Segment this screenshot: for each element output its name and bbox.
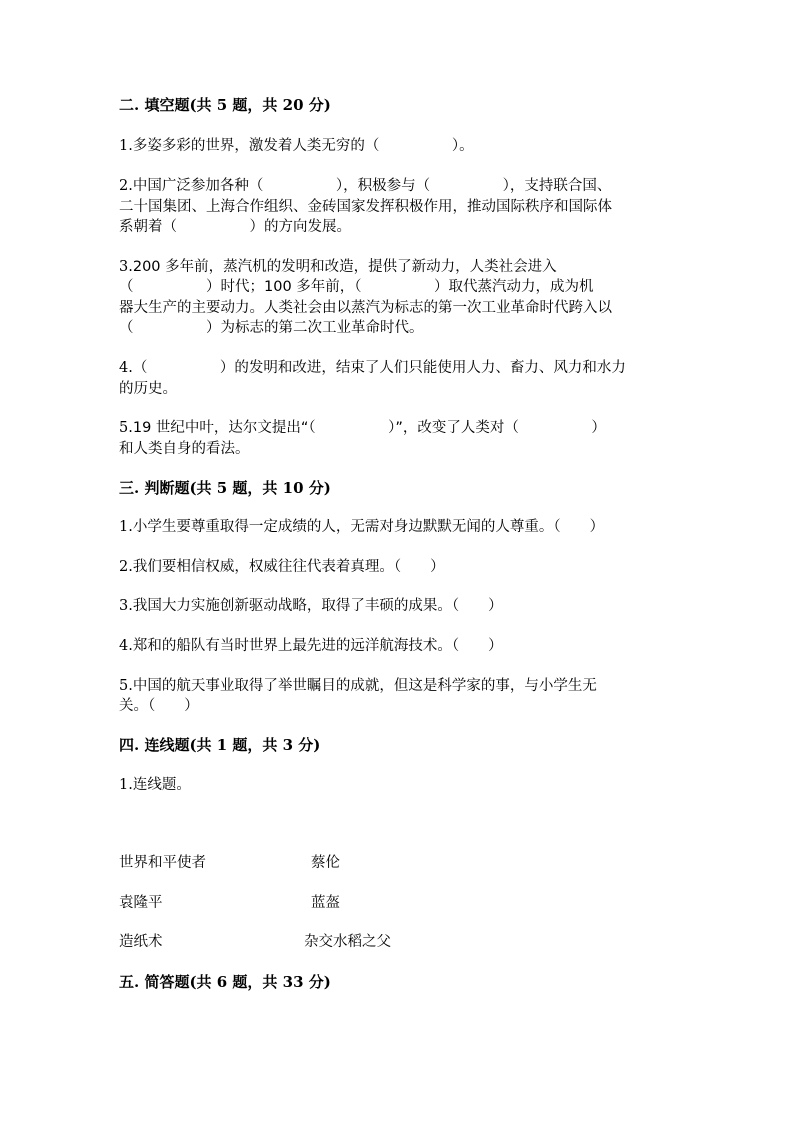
section-heading-fill-in: 二. 填空题(共 5 题，共 20 分) [119,96,331,114]
question-number: 4. [119,360,133,376]
judge-question-4 [119,636,503,656]
match-left-item: 世界和平使者 [119,855,206,871]
question-text-line: （ ）为标志的第二次工业革命时代。 [119,320,424,336]
question-text-line: （ ）时代；100 多年前，（ ）取代蒸汽动力，成为机 [119,279,594,295]
question-number: 5. [119,420,133,436]
judge-question-1 [119,517,604,537]
question-number: 3. [119,598,133,614]
question-number: 4. [119,638,133,654]
section-heading-matching: 四. 连线题(共 1 题，共 3 分) [119,736,321,754]
match-right-item: 蓝盔 [311,895,340,911]
question-text-line: 连线题。 [132,777,191,793]
question-text-line: 系朝着（ ）的方向发展。 [119,219,351,235]
question-number: 5. [119,678,133,694]
question-text-line: 200 多年前，蒸汽机的发明和改造，提供了新动力，人类社会进入 [132,259,557,275]
question-number: 1. [119,138,133,154]
fill-question-2 [119,176,611,196]
question-number: 1. [119,777,133,793]
question-text-line: （ ）的发明和改进，结束了人们只能使用人力、畜力、风力和水力 [132,360,626,376]
question-text-line: 的历史。 [119,381,177,397]
section-heading-true-false: 三. 判断题(共 5 题，共 10 分) [119,479,331,497]
fill-question-5 [119,418,606,438]
match-left-item: 袁隆平 [119,895,163,911]
question-text-line: 关。（ ） [119,698,199,714]
judge-question-5 [119,676,597,696]
judge-question-2 [119,557,445,577]
question-text-line: 19 世纪中叶，达尔文提出“（ ）”，改变了人类对（ ） [132,420,606,436]
question-number: 3. [119,259,133,275]
question-text-line: 多姿多彩的世界，激发着人类无穷的（ ）。 [132,138,474,154]
match-right-item: 蔡伦 [311,855,340,871]
question-text-line: 器大生产的主要动力。人类社会由以蒸汽为标志的第一次工业革命时代跨入以 [119,300,612,316]
question-text-line: 我们要相信权威，权威往往代表着真理。（ ） [132,559,445,575]
question-number: 1. [119,519,133,535]
fill-question-4 [119,358,626,378]
question-text-line: 中国广泛参加各种（ ），积极参与（ ），支持联合国、 [132,178,612,194]
question-text-line: 和人类自身的看法。 [119,441,250,457]
question-text-line: 我国大力实施创新驱动战略，取得了丰硕的成果。（ ） [132,598,503,614]
match-left-item: 造纸术 [119,934,163,950]
judge-question-3 [119,596,503,616]
match-right-item: 杂交水稻之父 [304,934,391,950]
fill-question-3 [119,257,557,277]
fill-question-1 [119,136,474,156]
question-text-line: 中国的航天事业取得了举世瞩目的成就，但这是科学家的事，与小学生无 [132,678,597,694]
question-number: 2. [119,559,133,575]
question-text-line: 二十国集团、上海合作组织、金砖国家发挥积极作用，推动国际秩序和国际体 [119,199,612,215]
section-heading-short-answer: 五. 简答题(共 6 题，共 33 分) [119,973,331,991]
question-text-line: 郑和的船队有当时世界上最先进的远洋航海技术。（ ） [132,638,503,654]
matching-question-1 [119,775,191,795]
question-text-line: 小学生要尊重取得一定成绩的人，无需对身边默默无闻的人尊重。（ ） [132,519,605,535]
question-number: 2. [119,178,133,194]
